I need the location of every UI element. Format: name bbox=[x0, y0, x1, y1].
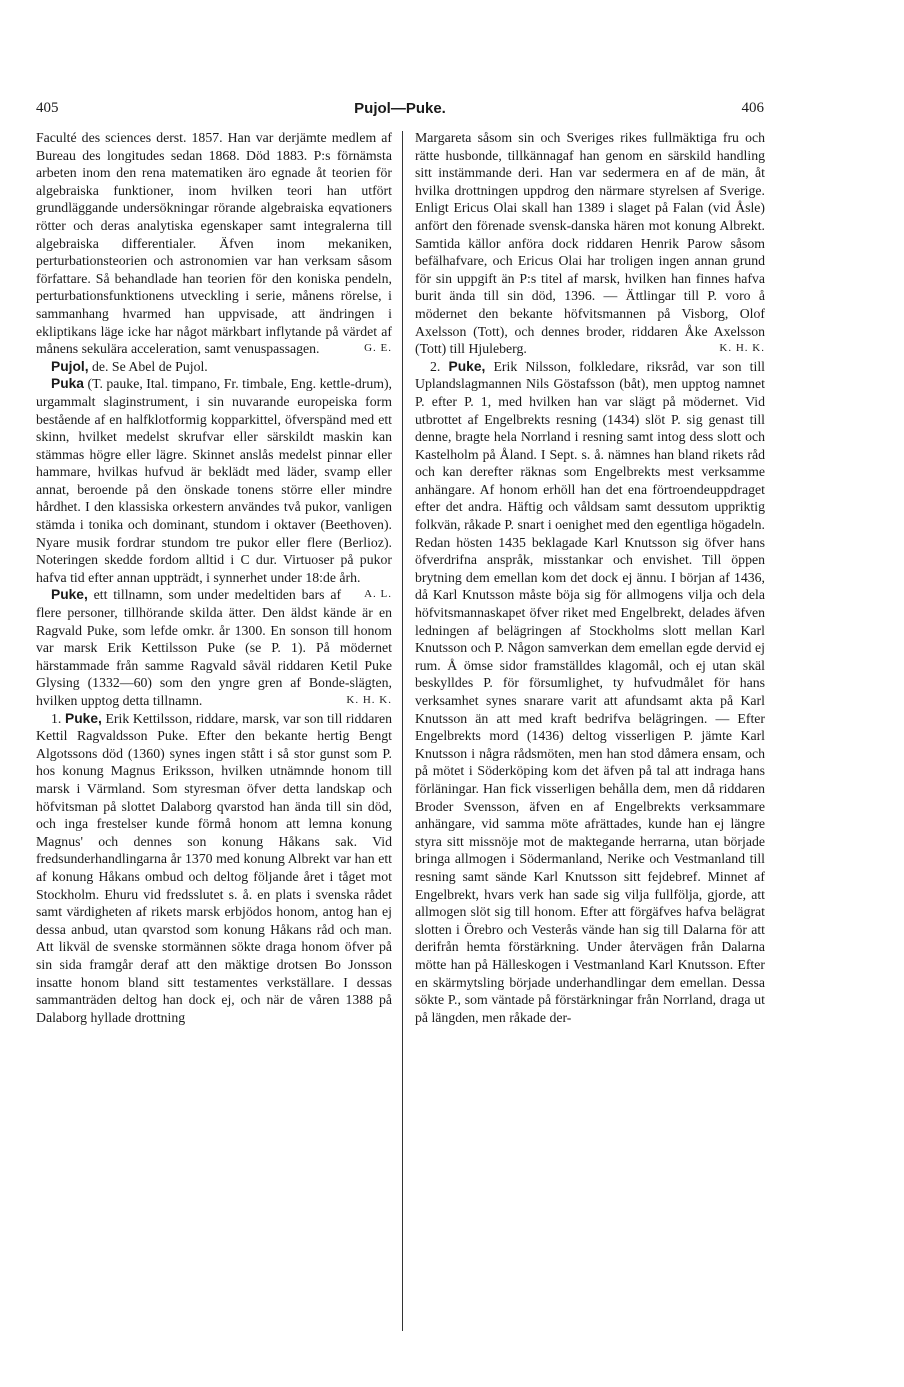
right-column bbox=[415, 129, 765, 1026]
entry-puke-2 bbox=[415, 358, 765, 1027]
page-number-right: 406 bbox=[741, 100, 764, 116]
headword: Pujol, bbox=[51, 358, 89, 374]
column-divider bbox=[402, 131, 403, 1331]
entry-continuation bbox=[36, 129, 392, 358]
headword: Puke, bbox=[448, 358, 486, 374]
running-title: Pujol—Puke. bbox=[354, 100, 446, 117]
page-number-left: 405 bbox=[36, 100, 59, 116]
entry-number: 2. bbox=[430, 358, 441, 374]
entry-text: (T. pauke, Ital. timpano, Fr. timbale, Eng. kettle-drum), urgammalt slaginstrument, i sin nuvarande europeiska form bestående af en halfklotformig kopparkittel, öfverspänd med ett skinn, hvilket medelst skrufvar eller särskildt maskin kan stämmas högre eller lägre. Skinnet anslås medelst pinnar eller hammare, hvilkas hufvud är beklädt med läder, svamp eller annat, beroende på den önskade tonens större eller mindre hårdhet. I den klassiska orkestern användes två pukor, vanligen stämda i tonika och dominant, stundom i oktaver (Beethoven). Nyare musik fordrar stundom tre pukor eller flere (Berlioz). Noteringen skedde fordom alltid i C dur. Virtuoser på pukor hafva tid efter annan uppträdt, i synnerhet under 18:de årh. bbox=[36, 376, 392, 585]
headword: Puke, bbox=[65, 710, 102, 726]
entry-number: 1. bbox=[51, 710, 62, 726]
page-header bbox=[36, 100, 764, 122]
entry-pujol bbox=[36, 358, 392, 376]
entry-continuation bbox=[415, 129, 765, 358]
headword: Puke, bbox=[51, 587, 88, 603]
author-signature: A. L. bbox=[364, 588, 392, 601]
entry-text: Erik Kettilsson, riddare, marsk, var son till riddaren Kettil Ragvaldsson Puke. Efter den bekante hertig Bengt Algotssons död (1360) synes ingen stått i så stor gunst som P. hos konung Magnus Eriksson, hvilken utnämnde honom till marsk i Värmland. Som styresman öfver detta landskap och höfvitsman på slottet Dalaborg qvarstod han ända till sin död, och inga frestelser kunde förmå honom att lemna konung Magnus' och dennes son konung Håkans sak. Vid fredsunderhandlingarna år 1370 med konung Albrekt var han ett af konung Håkans ombud och deltog följande året i tåget mot Stockholm. Ehuru vid fredsslutet s. å. en plats i svenska rådet samt värdigheten af rikets marsk erbjödos honom, antog han ej dessa anbud, utan qvarstod som konung Håkans råd och man. Att likväl de svenske stormännen sökte draga honom öfver på sin sida framgår deraf att den mäktige drotsen Bo Jonsson insatte honom bland sitt testamentes verkställare. I dessas sammanträden deltog han dock ej, och när de våren 1388 på Dalaborg hyllade drottning bbox=[36, 710, 392, 1025]
entry-text: de. Se Abel de Pujol. bbox=[92, 358, 208, 374]
headword: Puka bbox=[51, 376, 84, 392]
author-signature: K. H. K. bbox=[719, 342, 765, 355]
author-signature: K. H. K. bbox=[346, 694, 392, 706]
entry-text: ett tillnamn, som under medeltiden bars af flere personer, tillhörande skilda ätter. Den äldst kände är en Ragvald Puke, som lefde omkr. år 1300. En sonson till honom var marsk Erik Kettilsson Puke (se P. 1). På mödernet härstammade från samme Ragvald såväl riddaren Ketil Puke Glysing (1332—60) som den yngre gren af Bonde-slägten, hvilken upptog detta tillnamn. bbox=[36, 587, 392, 708]
left-column bbox=[36, 129, 392, 1026]
entry-text: Faculté des sciences derst. 1857. Han var derjämte medlem af Bureau des longitudes sedan 1868. Död 1883. P:s förnämsta arbeten inom den rena matematiken äro egnade åt teorien för algebraiska funktioner, inom hvilken teori han utfört grundläggande undersökningar rörande algebraiska eqvationers rötter och deras analytiska egenskaper samt integralerna till algebraiska differentialer. Äfven inom mekaniken, perturbationsteorien och astronomien var han verksam såsom författare. Så behandlade han teorien för den koniska pendeln, perturbationsfunktionens utveckling i serie, månens rörelse, i sammanhang hvarmed han uppvisade, att ändringen i ekliptikans läge icke har något märkbart inflytande på värdet af månens sekulära acceleration, samt venuspassagen. bbox=[36, 130, 392, 357]
entry-text: Erik Nilsson, folkledare, riksråd, var son till Uplandslagmannen Nils Göstafsson (båt), men upptog namnet P. efter P. 1, med hvilken han var slägt på mödernet. Vid utbrottet af Engelbrekts resning (1434) slöt P. sig genast till denne, bragte hela Norrland i resning samt intog dess slott och Kastelholm på Åland. I Sept. s. å. nämnes han bland rikets råd och kan derefter räknas som Engelbrekts mest verksamme anhängare. Af honom erhöll han det ena förtroendeuppdraget efter det andra. Häftig och våldsam samt dessutom uppriktig folkvän, råkade P. snart i oenighet med den egentliga högadeln. Redan hösten 1435 beklagade Karl Knutsson sig öfver hans öfverdrifna anspråk, misstankar och envishet. Till öppen brytning dem emellan kom det dock ej ännu. I början af 1436, då Karl Knutsson måste böja sig för allmogens vilja och dela höfvitsmannaskapet öfver riket med Engelbrekt, delades äfven ledningen af belägringen af Stockholms slott mellan Karl Knutsson och P. Någon samverkan dem emellan egde dervid ej rum. Å ömse sidor framställdes klagomål, och ej utan skäl beskylldes P. för försumlighet, ty hufvudmålet för hans verksamhet synes snarare varit att afundsamt akta på Karl Knutsson än att med kraft bedrifva belägringen. — Efter Engelbrekts mord (1436) deltog visserligen P. jämte Karl Knutsson i några rådsmöten, men han stod dåmera ensam, och på mötet i Söderköping kom det äfven på tal att indraga hans förläningar. Han fick visserligen behålla dem, men då riddaren Broder Svensson, äfven en af Engelbrekts verksammare anhängare, vid samma möte afrättades, kunde han ej längre styra sitt missnöje mot de maktegande herrarna, utan började bringa allmogen i Södermanland, Nerike och Vestmanland till resning samt sände Karl Knutsson sitt fejdebref. Minnet af Engelbrekt, hvars verk han sade sig vilja fullfölja, gjorde, att allmogen slöt sig till honom. Efter att förgäfves hafva belägrat slotten i Örebro och Vesterås vände han sig till Dalarna för att derifrån hemta förstärkning. Under återvägen från Dalarna mötte han på Hälleskogen i Vestmanland Karl Knutsson. Efter en skärmytsling började underhandlingar dem emellan. Dessa sökte P., som väntade på förstärkningar från Norrland, draga ut på längden, men råkade der- bbox=[415, 358, 766, 1025]
author-signature: G. E. bbox=[364, 342, 392, 355]
entry-puke bbox=[36, 586, 392, 709]
entry-puke-1 bbox=[36, 710, 392, 1027]
entry-text: Margareta såsom sin och Sveriges rikes fullmäktiga fru och rätte husbonde, tillkännagaf han genom en särskild handling sitt instämmande deri. Han var sedermera en af de män, åt hvilka drottningen uppdrog den närmare styrelsen af Sverige. Enligt Ericus Olai skall han 1389 i slaget på Falan (vid Åsle) anfört den förenade svensk-danska hären mot konung Albrekt. Samtida källor anföra dock riddaren Henrik Parow såsom befälhafvare, och Ericus Olai har troligen ingen annan grund för sin uppgift än P:s titel af marsk, hvilken han finnes hafva burit ända till sin död, 1396. — Ättlingar till P. voro å mödernet den bekante höfvitsmannen på Visborg, Olof Axelsson (Tott), och dennes broder, riddaren Åke Axelsson (Tott) till Hjuleberg. bbox=[415, 130, 765, 357]
